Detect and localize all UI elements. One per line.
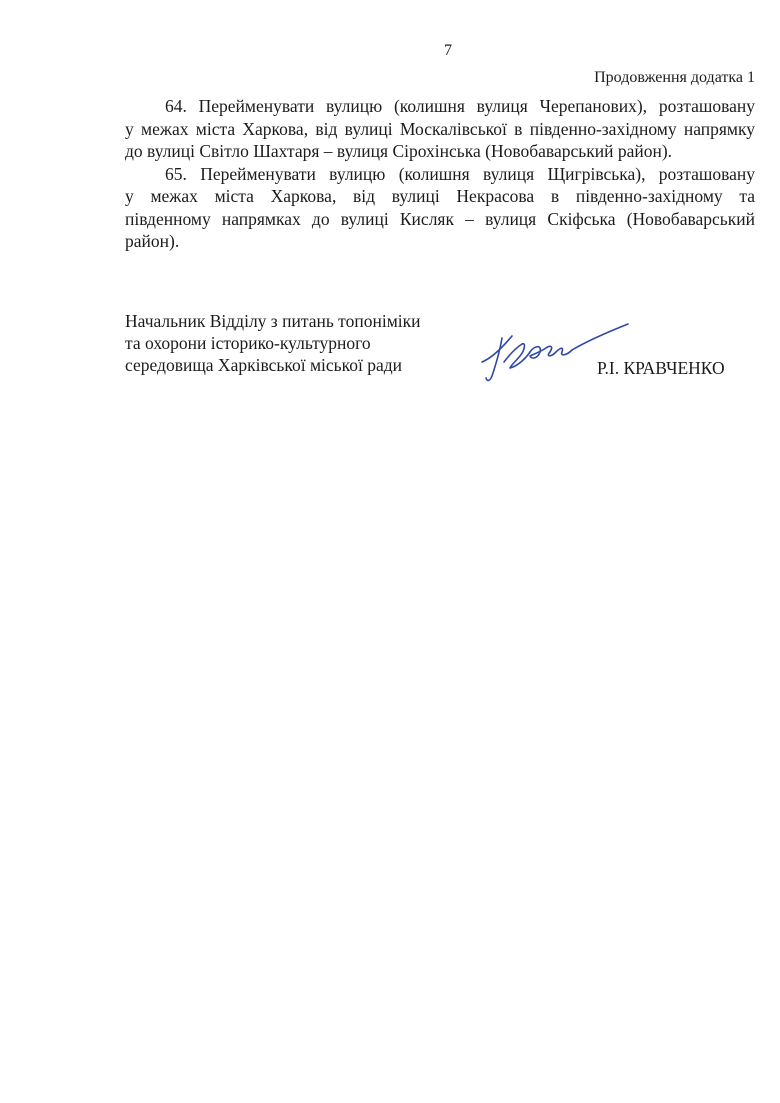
position-line: середовища Харківської міської ради — [125, 355, 403, 375]
position-line: Начальник Відділу з питань топоніміки — [125, 311, 421, 331]
document-body — [125, 95, 755, 253]
paragraph-line: у межах міста Харкова, від вулиці Москалівської в південно-західному напрямку — [125, 118, 755, 139]
list-item — [125, 163, 755, 253]
handwritten-signature — [478, 318, 638, 390]
paragraph-line: район). — [125, 231, 180, 251]
paragraph-line: 64. Перейменувати вулицю (колишня вулиця Черепанових), розташовану — [165, 96, 755, 116]
continuation-note: Продовження додатка 1 — [594, 69, 755, 86]
position-line: та охорони історико-культурного — [125, 333, 371, 353]
paragraph-line: до вулиці Світло Шахтаря – вулиця Сірохінська (Новобаварський район). — [125, 141, 673, 161]
list-item — [125, 95, 755, 163]
signatory-position — [125, 310, 421, 376]
paragraph-line: у межах міста Харкова, від вулиці Некрасова в південно-західному та — [125, 186, 755, 206]
paragraph-line: 65. Перейменувати вулицю (колишня вулиця Щигрівська), розташовану — [165, 163, 755, 184]
paragraph-line: південному напрямках до вулиці Кисляк – вулиця Скіфська (Новобаварський — [125, 208, 755, 229]
page-number: 7 — [444, 42, 452, 59]
signer-name: Р.І. КРАВЧЕНКО — [597, 358, 725, 378]
